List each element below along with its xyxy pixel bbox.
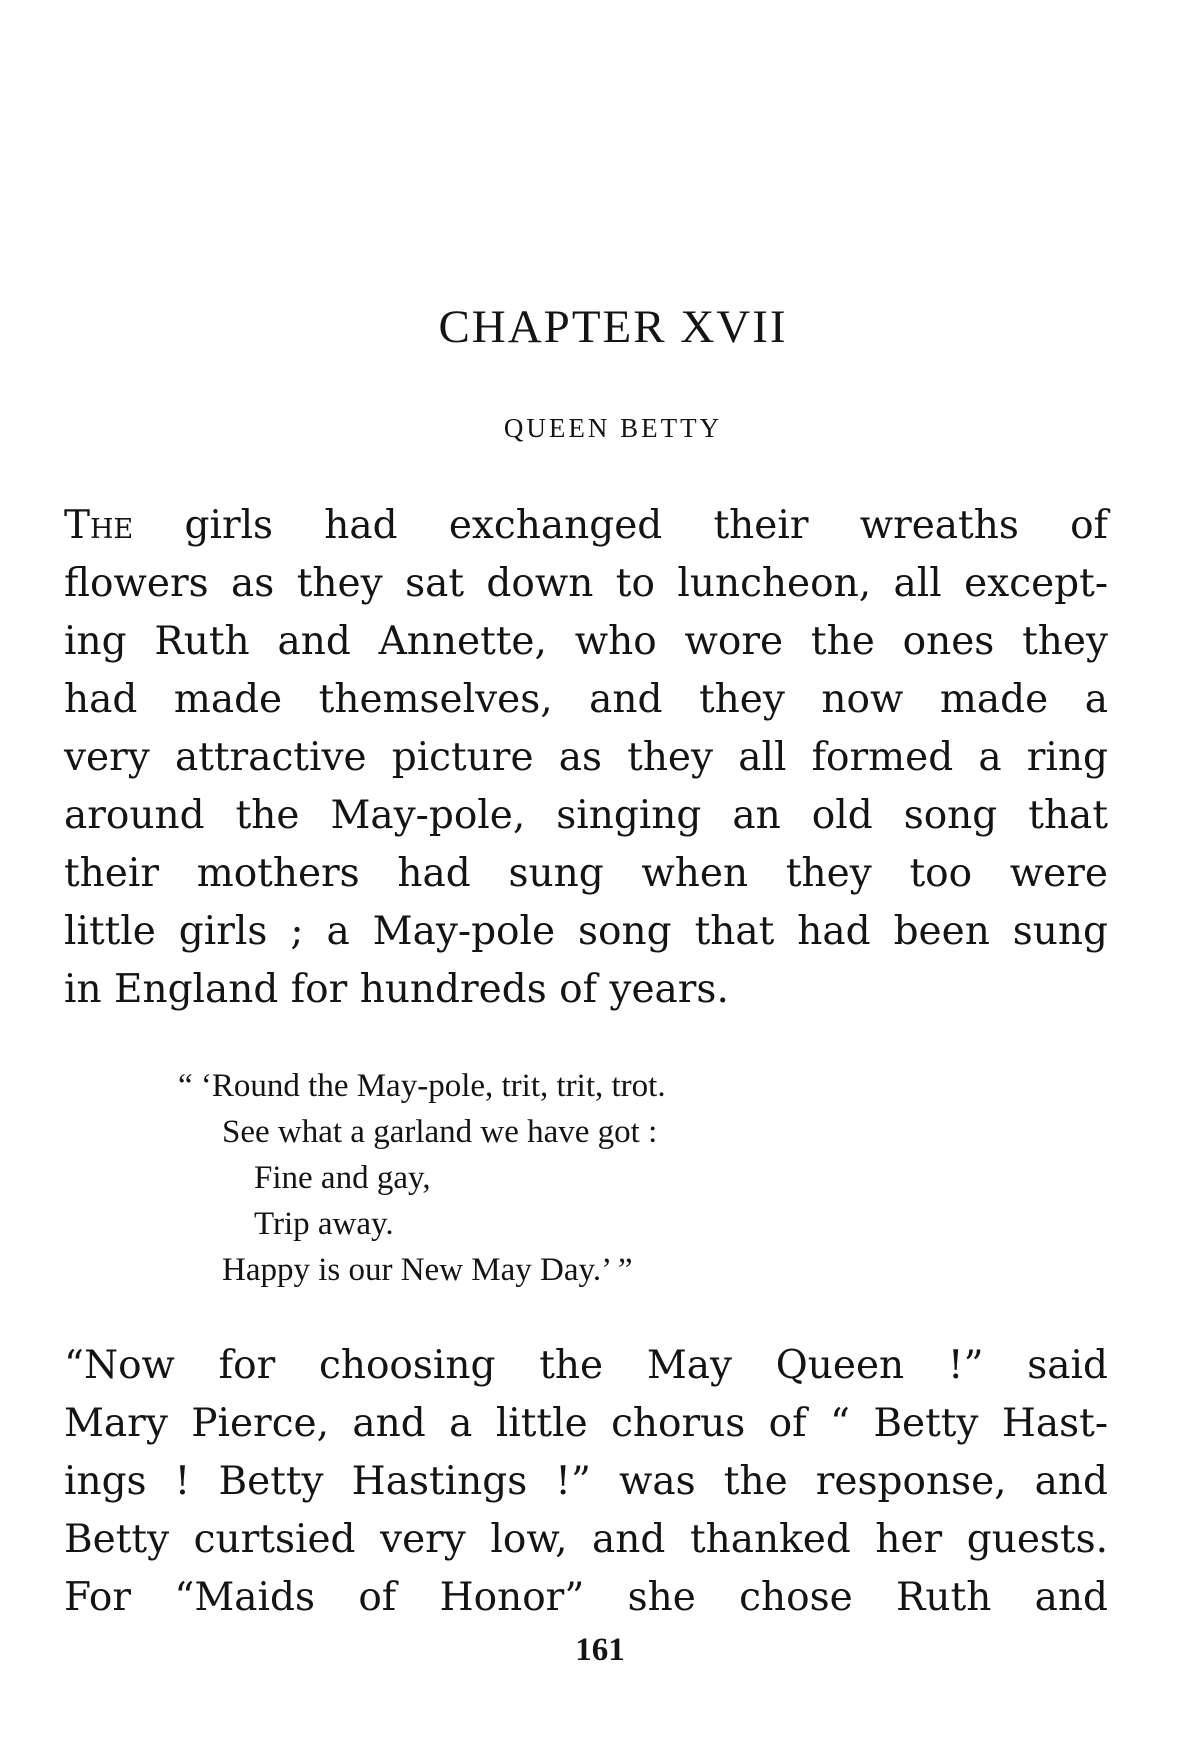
verse-line: Trip away. [254, 1206, 394, 1242]
paragraph-one [64, 497, 1108, 1019]
verse-line: See what a garland we have got : [222, 1114, 658, 1150]
paragraph-line: in England for hundreds of years. [64, 967, 729, 1012]
paragraph-line [64, 497, 1108, 555]
paragraph-line: ings ! Betty Hastings !” was the response, and [64, 1459, 1108, 1504]
verse-line: “ ‘Round the May-pole, trit, trit, trot. [178, 1068, 666, 1104]
paragraph-line: had made themselves, and they now made a [64, 677, 1108, 722]
chapter-subtitle: QUEEN BETTY [503, 413, 723, 443]
verse-line: Happy is our New May Day.’ ” [222, 1252, 633, 1288]
paragraph-line: their mothers had sung when they too were [64, 851, 1108, 896]
paragraph-line: For “Maids of Honor” she chose Ruth and [64, 1575, 1108, 1620]
paragraph-line: “Now for choosing the May Queen !” said [64, 1343, 1108, 1388]
paragraph-line: around the May-pole, singing an old song that [64, 793, 1108, 838]
paragraph-two [64, 1337, 1108, 1627]
line-text: girls had exchanged their wreaths of [133, 503, 1108, 548]
paragraph-line: ing Ruth and Annette, who wore the ones they [64, 619, 1108, 664]
maypole-song-verse [178, 1063, 998, 1293]
paragraph-line: Mary Pierce, and a little chorus of “ Betty Hast- [64, 1401, 1108, 1446]
lead-word: The [64, 503, 134, 548]
verse-line: Fine and gay, [254, 1160, 431, 1196]
paragraph-line: flowers as they sat down to luncheon, all except- [64, 561, 1108, 606]
paragraph-line: very attractive picture as they all formed a ring [64, 735, 1108, 780]
paragraph-line: Betty curtsied very low, and thanked her guests. [64, 1517, 1108, 1562]
paragraph-line: little girls ; a May-pole song that had been sung [64, 909, 1108, 954]
page-number: 161 [575, 1632, 625, 1668]
chapter-title: CHAPTER XVII [438, 301, 788, 353]
